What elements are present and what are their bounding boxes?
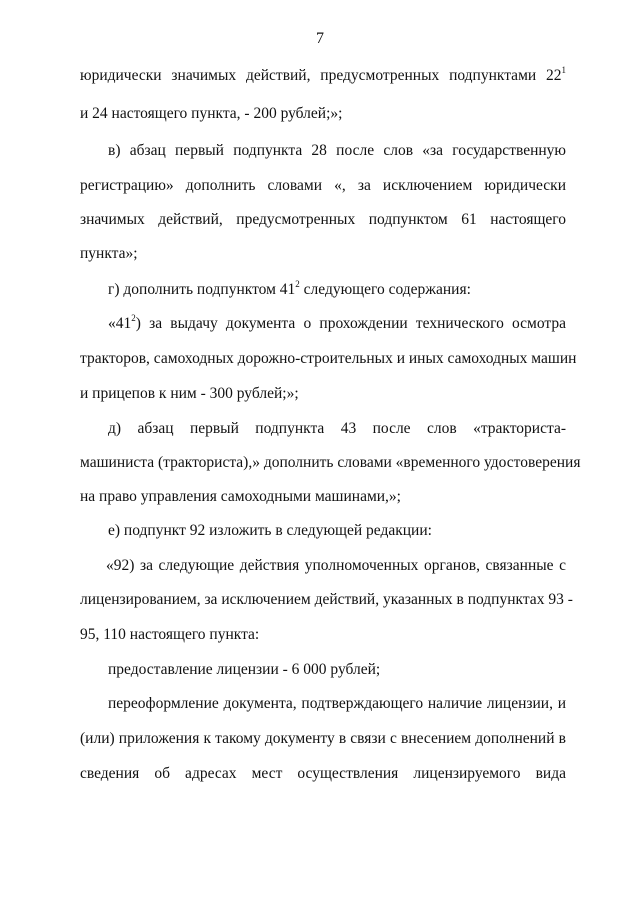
text-line (108, 280, 594, 300)
text-line (80, 384, 566, 404)
text-line (80, 244, 566, 264)
line-text: машиниста (тракториста),» дополнить словами «временного удостоверения (80, 454, 581, 471)
line-text: юридически значимых действий, предусмотренных подпунктами 22 (80, 67, 562, 84)
text-line (80, 590, 573, 610)
line-text: (или) приложения к такому документу в связи с внесением дополнений в (80, 730, 566, 747)
line-text-tail: следующего содержания: (299, 281, 471, 298)
line-text: тракторов, самоходных дорожно-строительных и иных самоходных машин (80, 350, 577, 367)
line-text: на право управления самоходными машинами,»; (80, 488, 401, 505)
text-line (80, 487, 566, 507)
text-line (108, 314, 566, 334)
line-text: регистрацию» дополнить словами «, за исключением юридически (80, 177, 566, 194)
line-text: «41 (108, 315, 132, 332)
text-line (108, 141, 566, 161)
line-text: и 24 настоящего пункта, - 200 рублей;»; (80, 105, 343, 122)
line-text: 95, 110 настоящего пункта: (80, 626, 260, 643)
line-text: г) дополнить подпунктом 41 (108, 281, 296, 298)
text-line (80, 66, 566, 86)
page-number: 7 (316, 30, 324, 47)
line-text-tail: ) за выдачу документа о прохождении технического осмотра (135, 315, 566, 332)
superscript: 2 (131, 313, 136, 323)
superscript: 1 (561, 65, 566, 75)
text-line (108, 419, 566, 439)
text-line (80, 764, 566, 784)
line-text: пункта»; (80, 245, 138, 262)
text-line (80, 625, 566, 645)
text-line (80, 210, 566, 230)
superscript: 2 (295, 279, 300, 289)
line-text: в) абзац первый подпункта 28 после слов «за государственную (108, 142, 566, 159)
text-line (80, 453, 581, 473)
text-line (106, 556, 566, 576)
line-text: предоставление лицензии - 6 000 рублей; (108, 661, 381, 678)
line-text: лицензированием, за исключением действий, указанных в подпунктах 93 - (80, 591, 573, 608)
text-line (108, 521, 594, 541)
text-line (80, 104, 566, 124)
line-text: сведения об адресах мест осуществления лицензируемого вида (80, 765, 566, 782)
line-text: переоформление документа, подтверждающего наличие лицензии, и (108, 695, 566, 712)
text-line (80, 349, 577, 369)
text-line (80, 729, 566, 749)
line-text: «92) за следующие действия уполномоченных органов, связанные с (106, 557, 566, 574)
line-text: е) подпункт 92 изложить в следующей редакции: (108, 522, 432, 539)
text-line (108, 660, 594, 680)
text-line (80, 176, 566, 196)
line-text: значимых действий, предусмотренных подпунктом 61 настоящего (80, 211, 566, 228)
line-text: д) абзац первый подпункта 43 после слов «тракториста- (108, 420, 566, 437)
line-text: и прицепов к ним - 300 рублей;»; (80, 385, 299, 402)
text-line (108, 694, 566, 714)
